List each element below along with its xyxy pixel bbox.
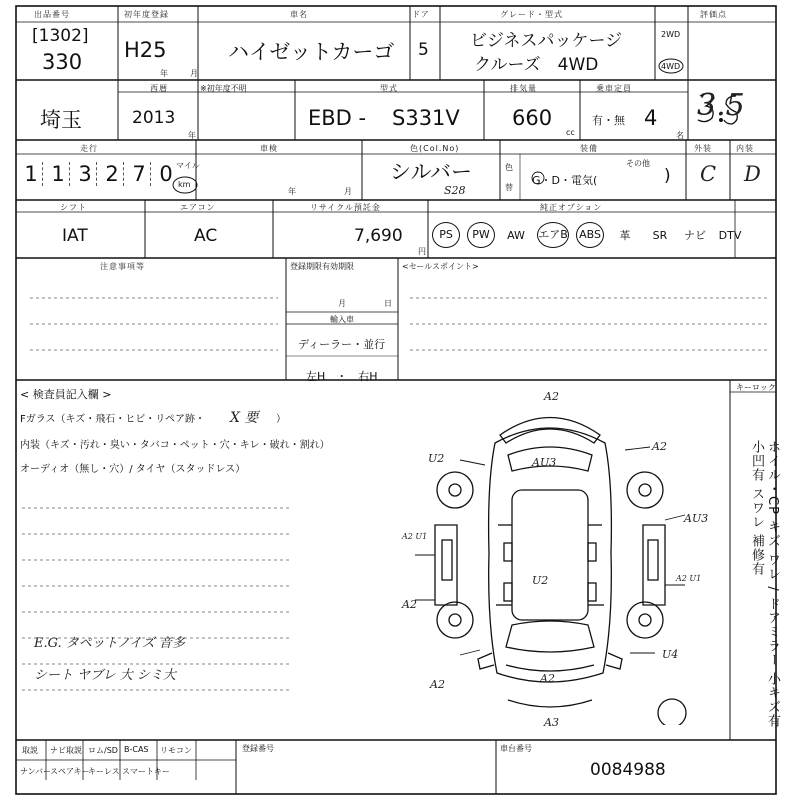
equipment-text: G・D・電気( xyxy=(532,174,598,187)
import-header: 輸入車 xyxy=(330,315,354,324)
year-note: ※初年度不明 xyxy=(200,84,247,93)
drive-2wd: 2WD xyxy=(661,30,681,39)
rating-handwritten: 3.5 xyxy=(697,88,745,123)
seats-header: 乗車定員 xyxy=(596,84,632,93)
chassis-header: 車台番号 xyxy=(500,744,532,753)
option-pw: PW xyxy=(467,222,495,248)
doc-plate: ナンバー xyxy=(20,767,52,776)
handwritten-note-1: E.G. タペットノイズ 音多 xyxy=(34,636,185,651)
region: 埼玉 xyxy=(40,108,82,132)
grade-line2: クルーズ 4WD xyxy=(474,55,599,75)
displacement-unit: cc xyxy=(566,128,575,137)
damage-label: A2 xyxy=(540,672,555,685)
car-name: ハイゼットカーゴ xyxy=(228,40,395,64)
damage-label: A2 xyxy=(652,440,667,453)
rating-value: 3.5 xyxy=(700,130,710,137)
option-ps: PS xyxy=(432,222,460,248)
model-header: 型式 xyxy=(380,84,398,93)
doc-bcas: B-CAS xyxy=(124,745,149,754)
inspection-header: 車検 xyxy=(260,144,278,153)
model-code: S331V xyxy=(392,106,460,130)
mileage-unit-mile: マイル xyxy=(176,161,200,170)
seats-label: 有・無 xyxy=(592,114,625,127)
shift-header: シフト xyxy=(60,203,87,212)
color-label-1: 色 xyxy=(505,163,513,172)
notes-header: 注意事項等 xyxy=(100,262,145,271)
displacement-header: 排気量 xyxy=(510,84,537,93)
doc-smart-key: スマートキー xyxy=(122,767,170,776)
registration-header: 登録番号 xyxy=(242,744,274,753)
doc-manual: 取説 xyxy=(22,746,38,755)
option-airbag: エアB xyxy=(537,222,569,248)
handwritten-note-2: シート ヤブレ 大 シミ大 xyxy=(34,668,176,683)
damage-label: U2 xyxy=(532,574,549,587)
year-value: 2013 xyxy=(132,108,176,128)
doc-keyless: キーレス xyxy=(88,767,120,776)
exterior-score: C xyxy=(700,162,717,186)
damage-label: A2 U1 xyxy=(676,574,702,583)
option-dtv: DTV xyxy=(718,228,742,242)
seats-unit: 名 xyxy=(676,131,684,140)
option-abs: ABS xyxy=(576,222,604,248)
damage-label: A2 xyxy=(544,390,559,403)
inspector-header: < 検査員記入欄 > xyxy=(20,388,112,401)
color-code: S28 xyxy=(444,184,466,197)
doc-navi-manual: ナビ取説 xyxy=(50,746,82,755)
audio-label: オーディオ（無し・穴）/ タイヤ（スタッドレス） xyxy=(20,464,246,475)
reg-date-header: 登録期限有効期限 xyxy=(290,262,354,271)
inspection-year-unit: 年 xyxy=(288,187,296,196)
damage-label: A2 xyxy=(430,678,445,691)
displacement-value: 660 xyxy=(512,106,553,130)
mileage-unit-km: km xyxy=(178,180,191,189)
mileage-digit: 1 xyxy=(47,162,70,186)
damage-label: A2 U1 xyxy=(402,532,428,541)
lot-header: 出品番号 xyxy=(34,10,70,19)
mileage-digits xyxy=(20,162,177,186)
handle-label: 左H ・ 右H xyxy=(306,370,378,383)
color-label-2: 替 xyxy=(505,183,513,192)
first-reg-year-unit: 年 xyxy=(160,69,168,78)
damage-label: U4 xyxy=(662,648,679,661)
interior-header: 内装 xyxy=(736,144,754,153)
lot-code: [1302] xyxy=(32,26,89,46)
mileage-digit: 3 xyxy=(74,162,97,186)
first-reg-month-unit: 月 xyxy=(190,69,198,78)
lot-number: 330 xyxy=(42,50,83,74)
damage-label: U2 xyxy=(428,452,445,465)
side-note: ホイル・CP キズ ワレ / ドアミラー 小キズ有 小凹有 スワレ 補修有 xyxy=(749,440,780,728)
doc-rom-sd: ロム/SD xyxy=(88,746,118,755)
doc-spare-key: スペアキー xyxy=(50,767,90,776)
doc-remote: リモコン xyxy=(160,746,192,755)
recycle-unit: 円 xyxy=(418,247,426,256)
damage-label: A3 xyxy=(544,716,559,729)
equipment-header: 装備 xyxy=(580,144,598,153)
key-lock-header: キーロック xyxy=(736,383,776,392)
grade-header: グレード・型式 xyxy=(500,10,563,19)
options-header: 純正オプション xyxy=(540,203,603,212)
reg-month: 月 xyxy=(338,299,346,308)
shift-value: IAT xyxy=(62,226,88,246)
doors-value: 5 xyxy=(418,40,429,60)
mileage-digit: 7 xyxy=(128,162,151,186)
damage-label: AU3 xyxy=(532,456,557,469)
option-sunroof: SR xyxy=(652,228,668,242)
option-navi: ナビ xyxy=(684,229,706,242)
options-row xyxy=(432,222,744,248)
option-aw: AW xyxy=(507,228,525,242)
recycle-value: 7,690 xyxy=(354,226,403,246)
seats-value: 4 xyxy=(644,106,658,130)
aircon-value: AC xyxy=(194,226,218,246)
car-name-header: 車名 xyxy=(290,10,308,19)
inspection-month-unit: 月 xyxy=(344,187,352,196)
option-leather: 革 xyxy=(619,229,631,242)
exterior-header: 外装 xyxy=(694,144,712,153)
doors-header: ドア xyxy=(412,10,430,19)
chassis-number: 0084988 xyxy=(590,760,666,780)
first-reg-era: H25 xyxy=(124,38,167,62)
interior-score: D xyxy=(744,162,761,186)
equipment-sub: その他 xyxy=(626,159,650,168)
grade-line1: ビジネスパッケージ xyxy=(470,31,623,51)
recycle-header: リサイクル預託金 xyxy=(310,203,381,212)
rating-header: 評価点 xyxy=(700,10,727,19)
equipment-close: ) xyxy=(664,166,671,186)
import-label: ディーラー・並行 xyxy=(298,338,386,351)
reg-day: 日 xyxy=(384,299,392,308)
year-header: 西暦 xyxy=(150,84,168,93)
year-unit: 年 xyxy=(188,131,196,140)
mileage-header: 走行 xyxy=(80,144,98,153)
color-name: シルバー xyxy=(390,160,473,184)
damage-label: AU3 xyxy=(684,512,709,525)
glass-close: ） xyxy=(276,414,286,425)
sales-point-header: <セールスポイント> xyxy=(402,262,479,271)
damage-label: A2 xyxy=(402,598,417,611)
first-reg-header: 初年度登録 xyxy=(124,10,169,19)
mileage-digit: 1 xyxy=(20,162,43,186)
mileage-digit: 0 xyxy=(159,162,173,186)
interior-label: 内装（キズ・汚れ・臭い・タバコ・ペット・穴・キレ・破れ・割れ） xyxy=(20,440,330,451)
glass-label: Fガラス（キズ・飛石・ヒビ・リペア跡・ xyxy=(20,414,206,425)
mileage-digit: 2 xyxy=(101,162,124,186)
color-header: 色(Col.No) xyxy=(410,144,460,153)
aircon-header: エアコン xyxy=(180,203,216,212)
model-prefix: EBD - xyxy=(308,106,367,130)
glass-mark: X 要 xyxy=(230,410,259,426)
drive-4wd: 4WD xyxy=(661,62,681,71)
